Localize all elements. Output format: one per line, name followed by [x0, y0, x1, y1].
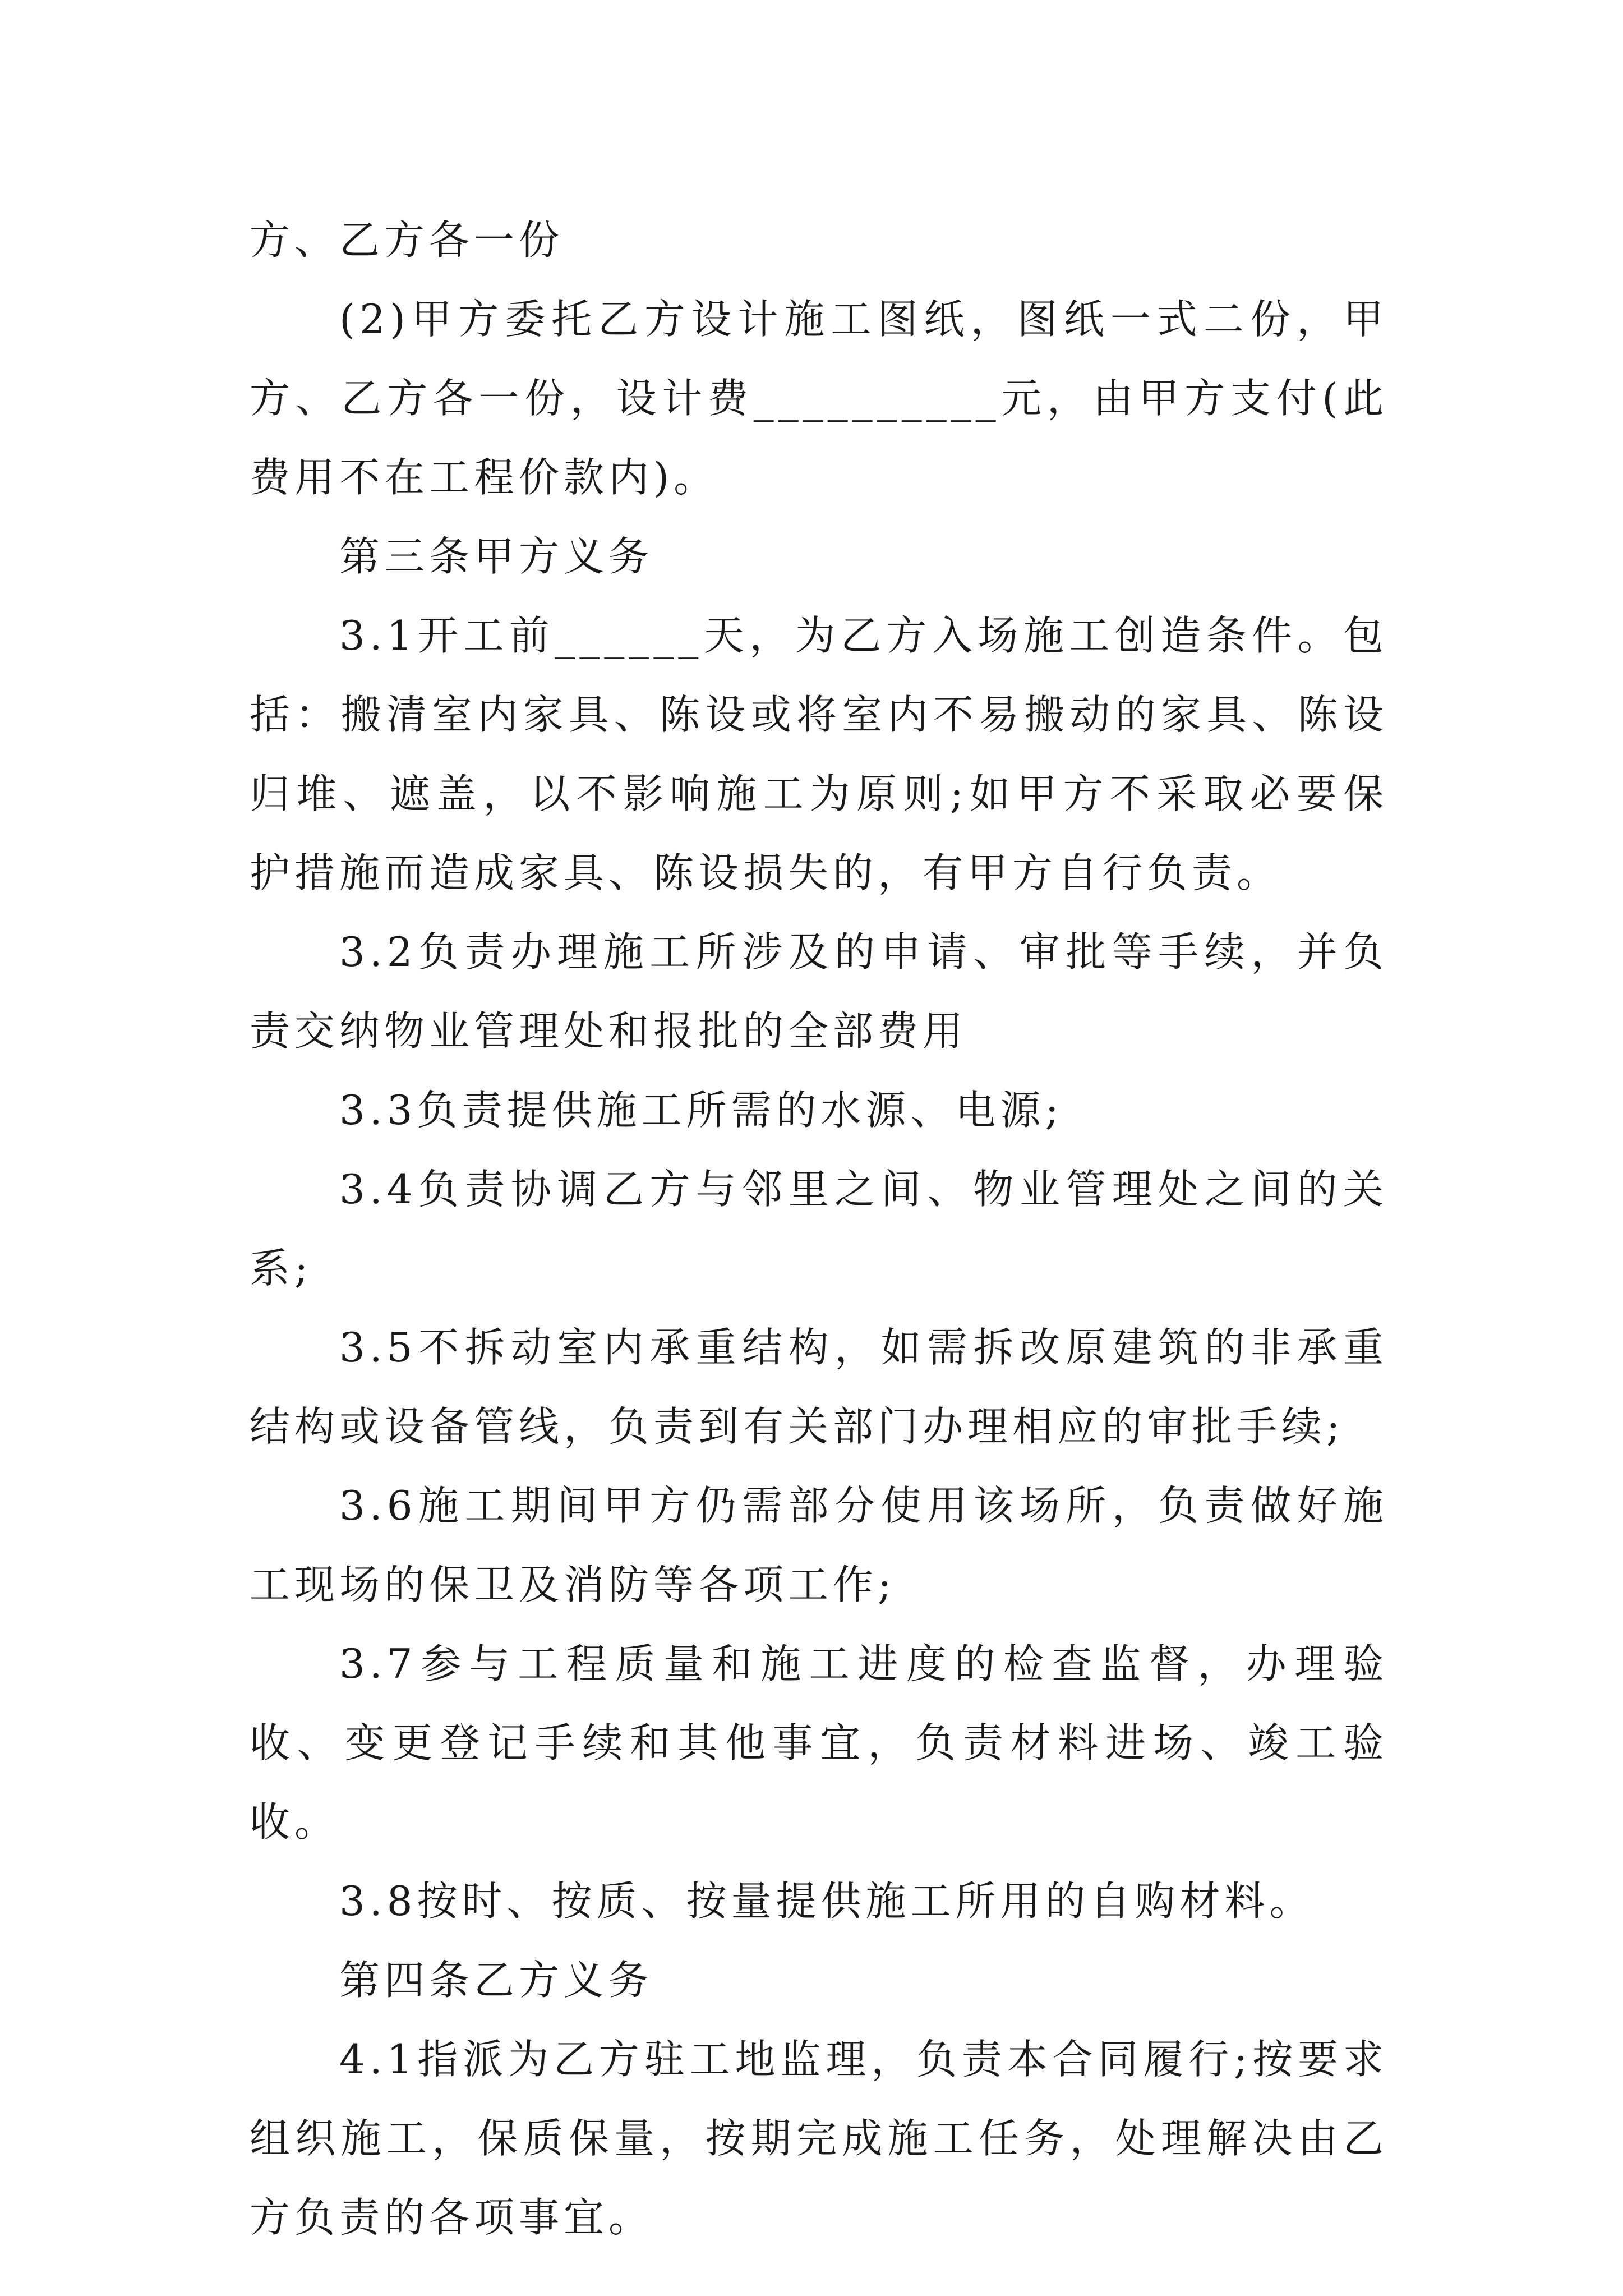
clause-3-3: 3.3负责提供施工所需的水源、电源;	[339, 1087, 1063, 1134]
clause-3-8: 3.8按时、按质、按量提供施工所用的自购材料。	[339, 1878, 1315, 1925]
document-body	[250, 201, 1388, 2257]
clause-3-6: 3.6施工期间甲方仍需部分使用该场所，负责做好施工现场的保卫及消防等各项工作;	[250, 1482, 1388, 1608]
paragraph-design-fee: (2)甲方委托乙方设计施工图纸，图纸一式二份，甲方、乙方各一份，设计费__________元，由甲方支付(此费用不在工程价款内)。	[250, 296, 1388, 501]
clause-3-1: 3.1开工前______天，为乙方入场施工创造条件。包括：搬清室内家具、陈设或将室内不易搬动的家具、陈设归堆、遮盖，以不影响施工为原则;如甲方不采取必要保护措施而造成家具、陈设损失的，有甲方自行负责。	[250, 612, 1388, 896]
clause-3-7: 3.7参与工程质量和施工进度的检查监督，办理验收、变更登记手续和其他事宜，负责材料进场、竣工验收。	[250, 1640, 1388, 1846]
clause-4-1: 4.1指派为乙方驻工地监理，负责本合同履行;按要求组织施工，保质保量，按期完成施工任务，处理解决由乙方负责的各项事宜。	[250, 2036, 1388, 2241]
clause-3-2: 3.2负责办理施工所涉及的申请、审批等手续，并负责交纳物业管理处和报批的全部费用	[250, 928, 1388, 1055]
clause-3-5: 3.5不拆动室内承重结构，如需拆改原建筑的非承重结构或设备管线，负责到有关部门办理相应的审批手续;	[250, 1324, 1388, 1450]
paragraph-continuation: 方、乙方各一份	[250, 217, 564, 264]
clause-3-4: 3.4负责协调乙方与邻里之间、物业管理处之间的关系;	[250, 1166, 1388, 1292]
section-heading-party-b-obligations: 第四条乙方义务	[339, 1957, 654, 2004]
section-heading-party-a-obligations: 第三条甲方义务	[339, 533, 654, 580]
